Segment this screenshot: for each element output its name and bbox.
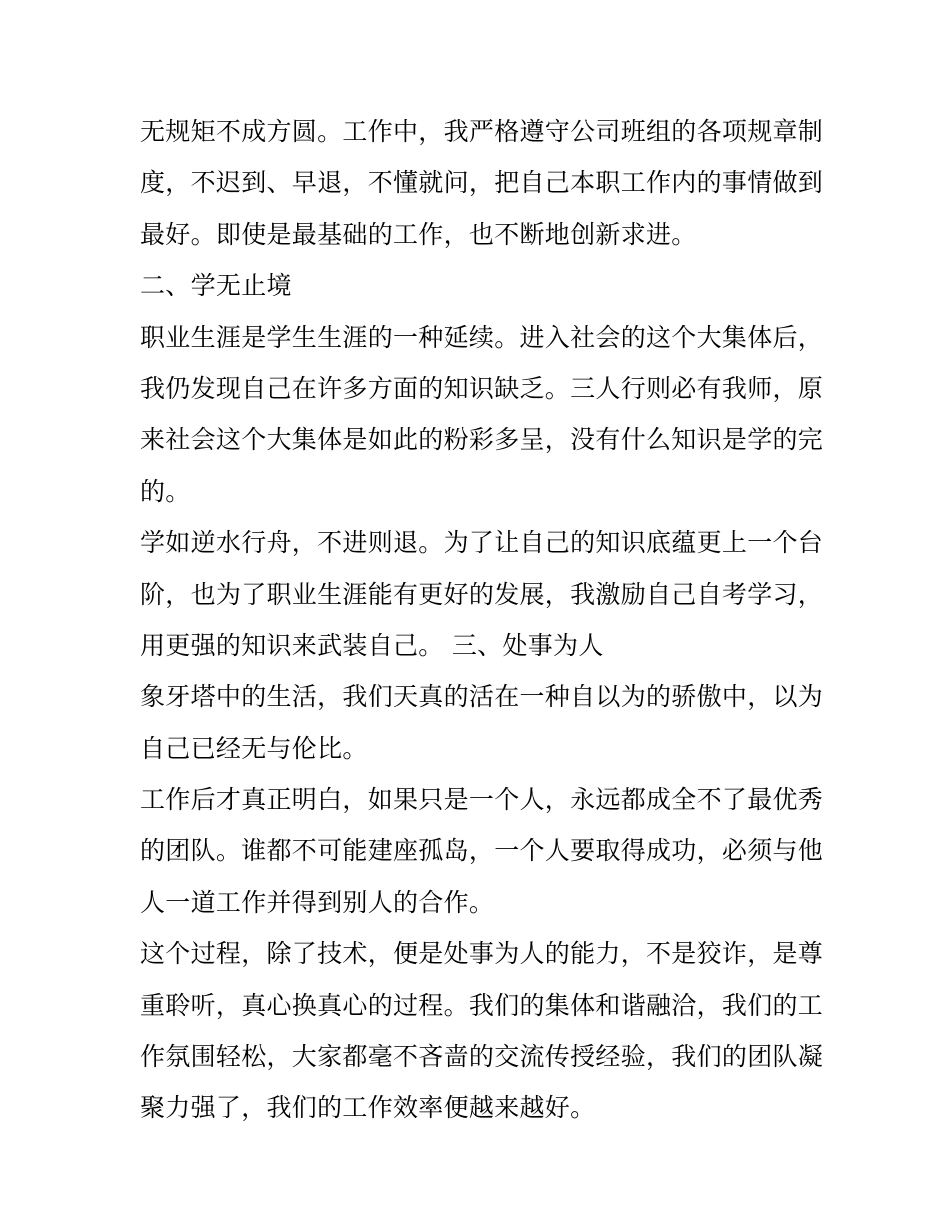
text-line: 来社会这个大集体是如此的粉彩多呈，没有什么知识是学的完 (140, 425, 824, 455)
text-line: 作氛围轻松，大家都毫不吝啬的交流传授经验，我们的团队凝 (140, 1042, 824, 1072)
text-line: 工作后才真正明白，如果只是一个人，永远都成全不了最优秀 (140, 785, 824, 815)
text-line: 这个过程，除了技术，便是处事为人的能力，不是狡诈，是尊 (140, 939, 824, 969)
text-line: 最好。即使是最基础的工作，也不断地创新求进。 (140, 219, 697, 249)
text-line: 职业生涯是学生生涯的一种延续。进入社会的这个大集体后， (140, 322, 824, 352)
text-line: 象牙塔中的生活，我们天真的活在一种自以为的骄傲中，以为 (140, 682, 824, 712)
text-line: 人一道工作并得到别人的合作。 (140, 887, 495, 917)
text-line: 的。 (140, 476, 191, 506)
text-line: 聚力强了，我们的工作效率便越来越好。 (140, 1093, 596, 1123)
section-heading: 二、学无止境 (140, 271, 292, 301)
text-line: 学如逆水行舟，不进则退。为了让自己的知识底蕴更上一个台 (140, 528, 824, 558)
text-line: 无规矩不成方圆。工作中，我严格遵守公司班组的各项规章制 (140, 117, 824, 146)
text-line: 阶，也为了职业生涯能有更好的发展，我激励自己自考学习， (140, 579, 824, 609)
text-line: 我仍发现自己在许多方面的知识缺乏。三人行则必有我师，原 (140, 373, 824, 403)
body-text (140, 106, 824, 1134)
text-line: 度，不迟到、早退，不懂就问，把自己本职工作内的事情做到 (140, 168, 824, 198)
text-line: 重聆听，真心换真心的过程。我们的集体和谐融洽，我们的工 (140, 990, 824, 1020)
text-line: 的团队。谁都不可能建座孤岛，一个人要取得成功，必须与他 (140, 836, 824, 866)
text-line: 自己已经无与伦比。 (140, 733, 368, 763)
text-line: 用更强的知识来武装自己。 三、处事为人 (140, 630, 604, 660)
